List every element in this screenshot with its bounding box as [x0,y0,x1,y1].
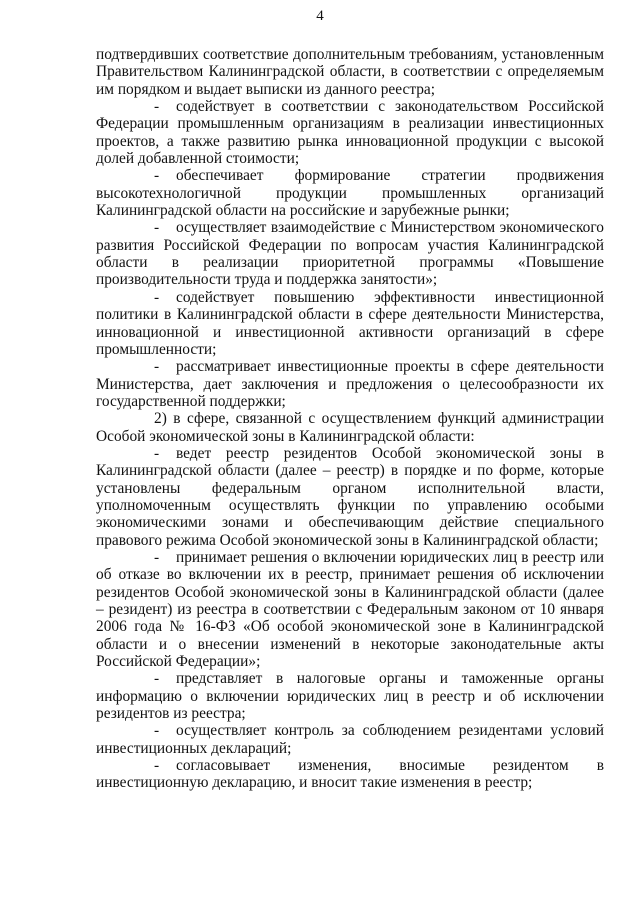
document-body [96,46,604,792]
list-item-text: содействует повышению эффективности инвестиционной политики в Калининградской области в сфере деятельности Министерства, инновационной и инвестиционной активности организаций в сфере промышленности; [96,288,604,358]
paragraph-text: подтвердивших соответствие дополнительным требованиям, установленным Правительством Калининградской области, в соответствии с определяемым им порядком и выдает выписки из данного реестра; [96,46,604,98]
list-item-text: ведет реестр резидентов Особой экономической зоны в Калининградской области (далее – реестр) в порядке и по форме, которые установлены федеральным органом исполнительной власти, уполномоченным осуществлять функции по управлению особыми экономическими зонами и обеспечивающим действие специального правового режима Особой экономической зоны в Калининградской области; [96,444,604,549]
dash-marker: - [154,288,160,306]
list-item [96,289,604,358]
list-item [96,98,604,167]
dash-marker: - [154,219,160,237]
dash-marker: - [154,548,160,566]
list-item [96,670,604,722]
list-item [96,757,604,792]
paragraph-continuation [96,46,604,98]
dash-marker: - [154,98,160,116]
dash-marker: - [154,722,160,740]
numbered-section-heading [96,410,604,445]
dash-marker: - [154,670,160,688]
list-item-text: осуществляет взаимодействие с Министерством экономического развития Российской Федерации по вопросам участия Калининградской области в реализации приоритетной программы «Повышение производительности труда и поддержка занятости»; [96,219,604,289]
dash-marker: - [154,757,160,775]
list-item-text: осуществляет контроль за соблюдением резидентами условий инвестиционных деклараций; [96,722,604,757]
list-item-text: принимает решения о включении юридических лиц в реестр или об отказе во включении их в реестр, принимает решения об исключении резидентов Особой экономической зоны в Калининградской области (далее – резидент) из реестра в соответствии с Федеральным законом от 10 января 2006 года № 16-ФЗ «Об особой экономической зоне в Калининградской области и о внесении изменений в некоторые законодательные акты Российской Федерации»; [96,548,604,671]
page-number: 4 [316,8,324,24]
list-item-text: содействует в соответствии с законодательством Российской Федерации промышленным организациям в реализации инвестиционных проектов, а также развитию рынка инновационной продукции с высокой долей добавленной стоимости; [96,98,604,168]
list-item-text: рассматривает инвестиционные проекты в сфере деятельности Министерства, дает заключения и предложения о целесообразности их государственной поддержки; [96,358,604,410]
list-item [96,722,604,757]
list-item [96,549,604,670]
list-item [96,358,604,410]
dash-marker: - [154,167,160,185]
list-item-text: обеспечивает формирование стратегии продвижения высокотехнологичной продукции промышленных организаций Калининградской области на российские и зарубежные рынки; [96,167,604,220]
list-item [96,167,604,219]
dash-marker: - [154,444,160,462]
list-item [96,445,604,549]
list-item-text: согласовывает изменения, вносимые резидентом в инвестиционную декларацию, и вносит такие изменения в реестр; [96,757,604,792]
list-item-text: представляет в налоговые органы и таможенные органы информацию о включении юридических лиц в реестр и об исключении резидентов из реестра; [96,670,604,723]
list-item [96,219,604,288]
dash-marker: - [154,358,160,376]
section-text: 2) в сфере, связанной с осуществлением функций администрации Особой экономической зоны в Калининградской области: [96,410,604,445]
